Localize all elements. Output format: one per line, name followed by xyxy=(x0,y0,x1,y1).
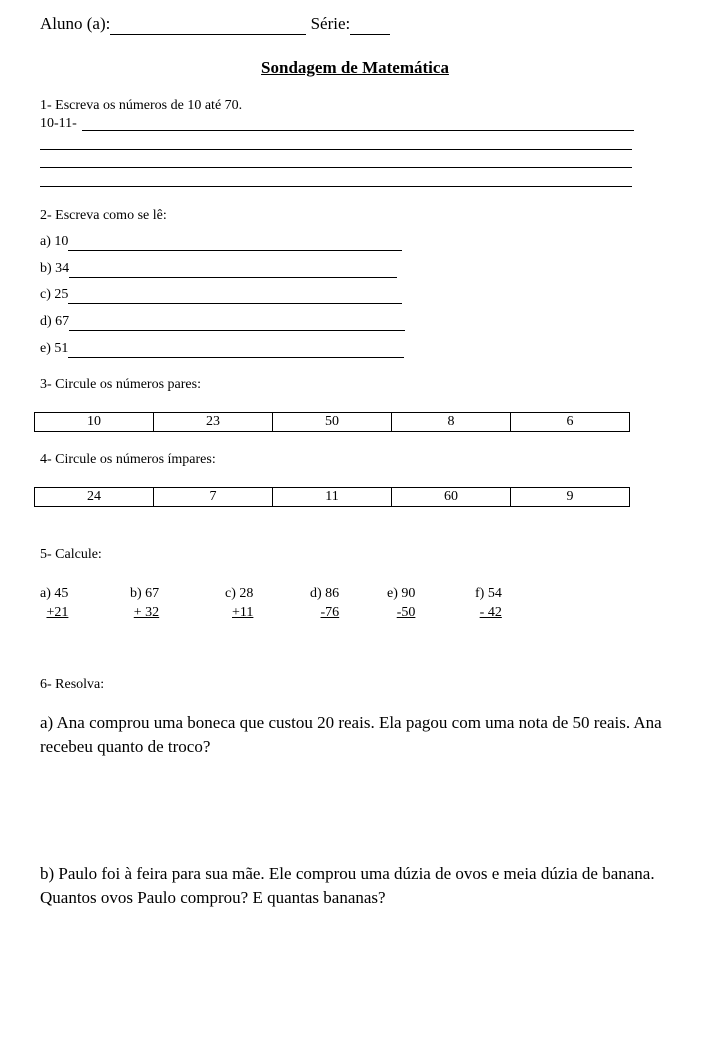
read-item-a: a) 10 xyxy=(40,234,402,251)
answer-line[interactable] xyxy=(68,341,404,358)
read-item-e: e) 51 xyxy=(40,341,404,358)
number-cell[interactable]: 11 xyxy=(273,488,392,507)
calc-item-c: c) 28 +11 xyxy=(225,586,254,620)
problem-a: a) Ana comprou uma boneca que custou 20 reais. Ela pagou com uma nota de 50 reais. Ana recebeu quanto de troco? xyxy=(40,713,662,756)
calc-item-a: a) 45 +21 xyxy=(40,586,69,620)
number-cell[interactable]: 24 xyxy=(35,488,154,507)
answer-line[interactable] xyxy=(69,261,397,278)
read-item-c: c) 25 xyxy=(40,287,402,304)
number-cell[interactable]: 6 xyxy=(511,413,630,432)
student-header xyxy=(40,14,390,35)
calc-item-d: d) 86 -76 xyxy=(310,586,340,620)
question-4-prompt: 4- Circule os números ímpares: xyxy=(40,452,216,467)
number-cell[interactable]: 7 xyxy=(154,488,273,507)
question-2-prompt: 2- Escreva como se lê: xyxy=(40,208,167,223)
answer-line[interactable] xyxy=(69,314,405,331)
even-numbers-table xyxy=(34,412,630,432)
number-cell[interactable]: 10 xyxy=(35,413,154,432)
answer-line[interactable] xyxy=(40,149,632,150)
answer-line[interactable] xyxy=(68,234,402,251)
question-1-prompt: 1- Escreva os números de 10 até 70. xyxy=(40,98,243,113)
read-item-d: d) 67 xyxy=(40,314,405,331)
student-label: Aluno (a): xyxy=(40,14,111,33)
number-cell[interactable]: 9 xyxy=(511,488,630,507)
question-6-prompt: 6- Resolva: xyxy=(40,677,105,692)
odd-numbers-table xyxy=(34,487,630,507)
grade-label: Série: xyxy=(310,14,351,33)
problem-b: b) Paulo foi à feira para sua mãe. Ele comprou uma dúzia de ovos e meia dúzia de banana. Quantos ovos Paulo comprou? E quantas bananas? xyxy=(40,864,655,907)
answer-line[interactable] xyxy=(68,287,402,304)
answer-line[interactable] xyxy=(40,186,632,187)
number-cell[interactable]: 60 xyxy=(392,488,511,507)
calc-item-b: b) 67 + 32 xyxy=(130,586,160,620)
question-5-prompt: 5- Calcule: xyxy=(40,547,102,562)
question-3-prompt: 3- Circule os números pares: xyxy=(40,377,201,392)
page-title: Sondagem de Matemática xyxy=(261,58,449,77)
student-name-field[interactable] xyxy=(110,14,306,35)
grade-field[interactable] xyxy=(350,14,390,35)
number-cell[interactable]: 8 xyxy=(392,413,511,432)
answer-line[interactable] xyxy=(40,167,632,168)
number-cell[interactable]: 23 xyxy=(154,413,273,432)
calc-item-e: e) 90 -50 xyxy=(387,586,416,620)
answer-line[interactable] xyxy=(82,130,634,131)
question-1-start: 10-11- xyxy=(40,116,77,131)
number-cell[interactable]: 50 xyxy=(273,413,392,432)
read-item-b: b) 34 xyxy=(40,261,397,278)
calc-item-f: f) 54 - 42 xyxy=(475,586,502,620)
